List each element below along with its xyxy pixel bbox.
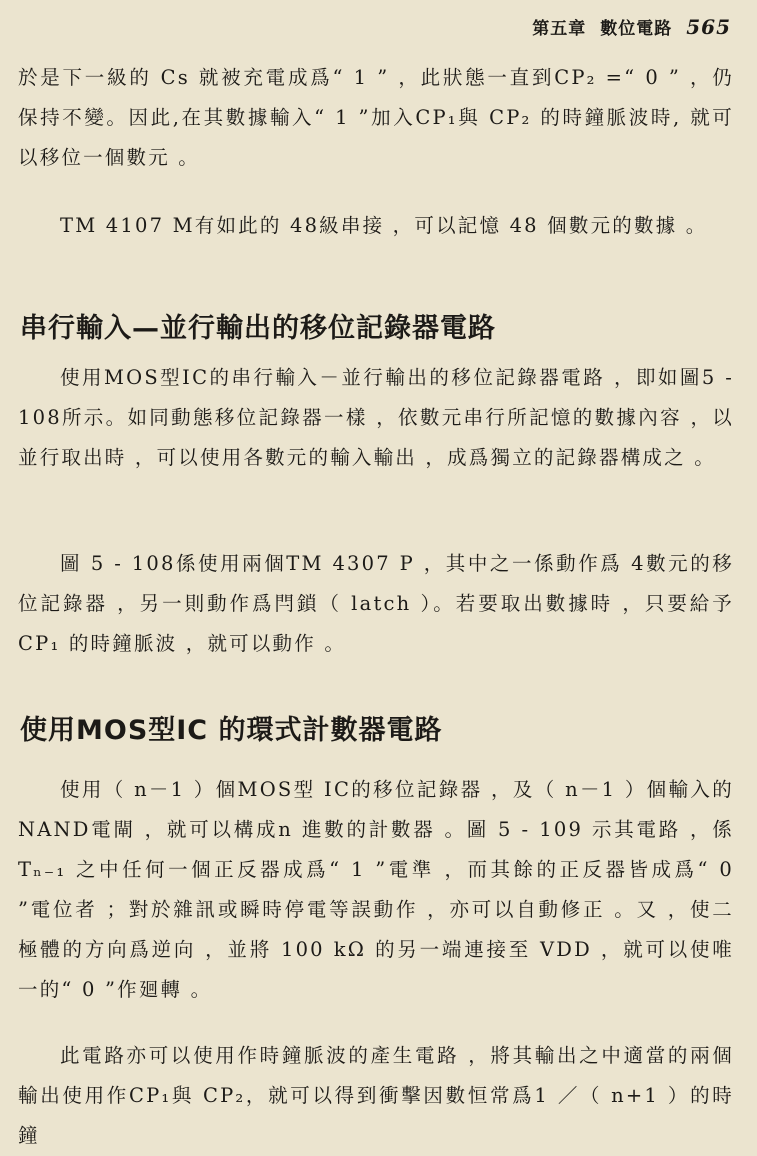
running-head bbox=[532, 14, 731, 39]
page-number: 565 bbox=[686, 15, 731, 39]
paragraph-6: 此電路亦可以使用作時鐘脈波的產生電路 ，將其輸出之中適當的兩個輸出使用作CP₁與 CP₂，就可以得到衝擊因數恒常爲1 ／（ n+1 ）的時鐘 bbox=[18, 1044, 734, 1147]
paragraph-2: TM 4107 M有如此的 48級串接 ，可以記憶 48 個數元的數據 。 bbox=[60, 214, 708, 237]
paragraph-4: 圖 5 - 108係使用兩個TM 4307 P ，其中之一係動作爲 4數元的移位記錄器 ，另一則動作爲閂鎖（ latch ）。若要取出數據時 ，只要給予CP₁ 的時鐘脈波 ，就可以動作 。 bbox=[18, 552, 734, 655]
paragraph-3: 使用MOS型IC的串行輸入－並行輸出的移位記錄器電路 ，即如圖5 - 108所示。如同動態移位記錄器一樣 ，依數元串行所記憶的數據內容 ，以並行取出時 ，可以使用各數元的輸入輸出 ，成爲獨立的記錄器構成之 。 bbox=[18, 366, 734, 469]
section-title: 數位電路 bbox=[600, 19, 673, 39]
paragraph-1: 於是下一級的 Cs 就被充電成爲“ 1 ” ，此狀態一直到CP₂ =“ 0 ” ，仍保持不變。因此,在其數據輸入“ 1 ”加入CP₁與 CP₂ 的時鐘脈波時, 就可以移位一個數元 。 bbox=[18, 66, 734, 169]
section-heading-serial-parallel: 串行輸入—並行輸出的移位記錄器電路 bbox=[20, 313, 496, 344]
paragraph-5: 使用（ n－1 ）個MOS型 IC的移位記錄器 ，及（ n－1 ）個輸入的NAND電閘 ，就可以構成n 進數的計數器 。圖 5 - 109 示其電路 ，係 Tₙ₋₁ 之中任何一個正反器成爲“ 1 ”電準 ，而其餘的正反器皆成爲“ 0 ”電位者 ；對於雜訊或瞬時停電等誤動作 ，亦可以自動修正 。又 ，使二極體的方向爲逆向 ，並將 100 kΩ 的另一端連接至 VDD ，就可以使唯一的“ 0 ”作廻轉 。 bbox=[18, 778, 734, 1001]
section-heading-ring-counter: 使用MOS型IC 的環式計數器電路 bbox=[20, 715, 443, 746]
chapter-label: 第五章 bbox=[532, 19, 587, 39]
